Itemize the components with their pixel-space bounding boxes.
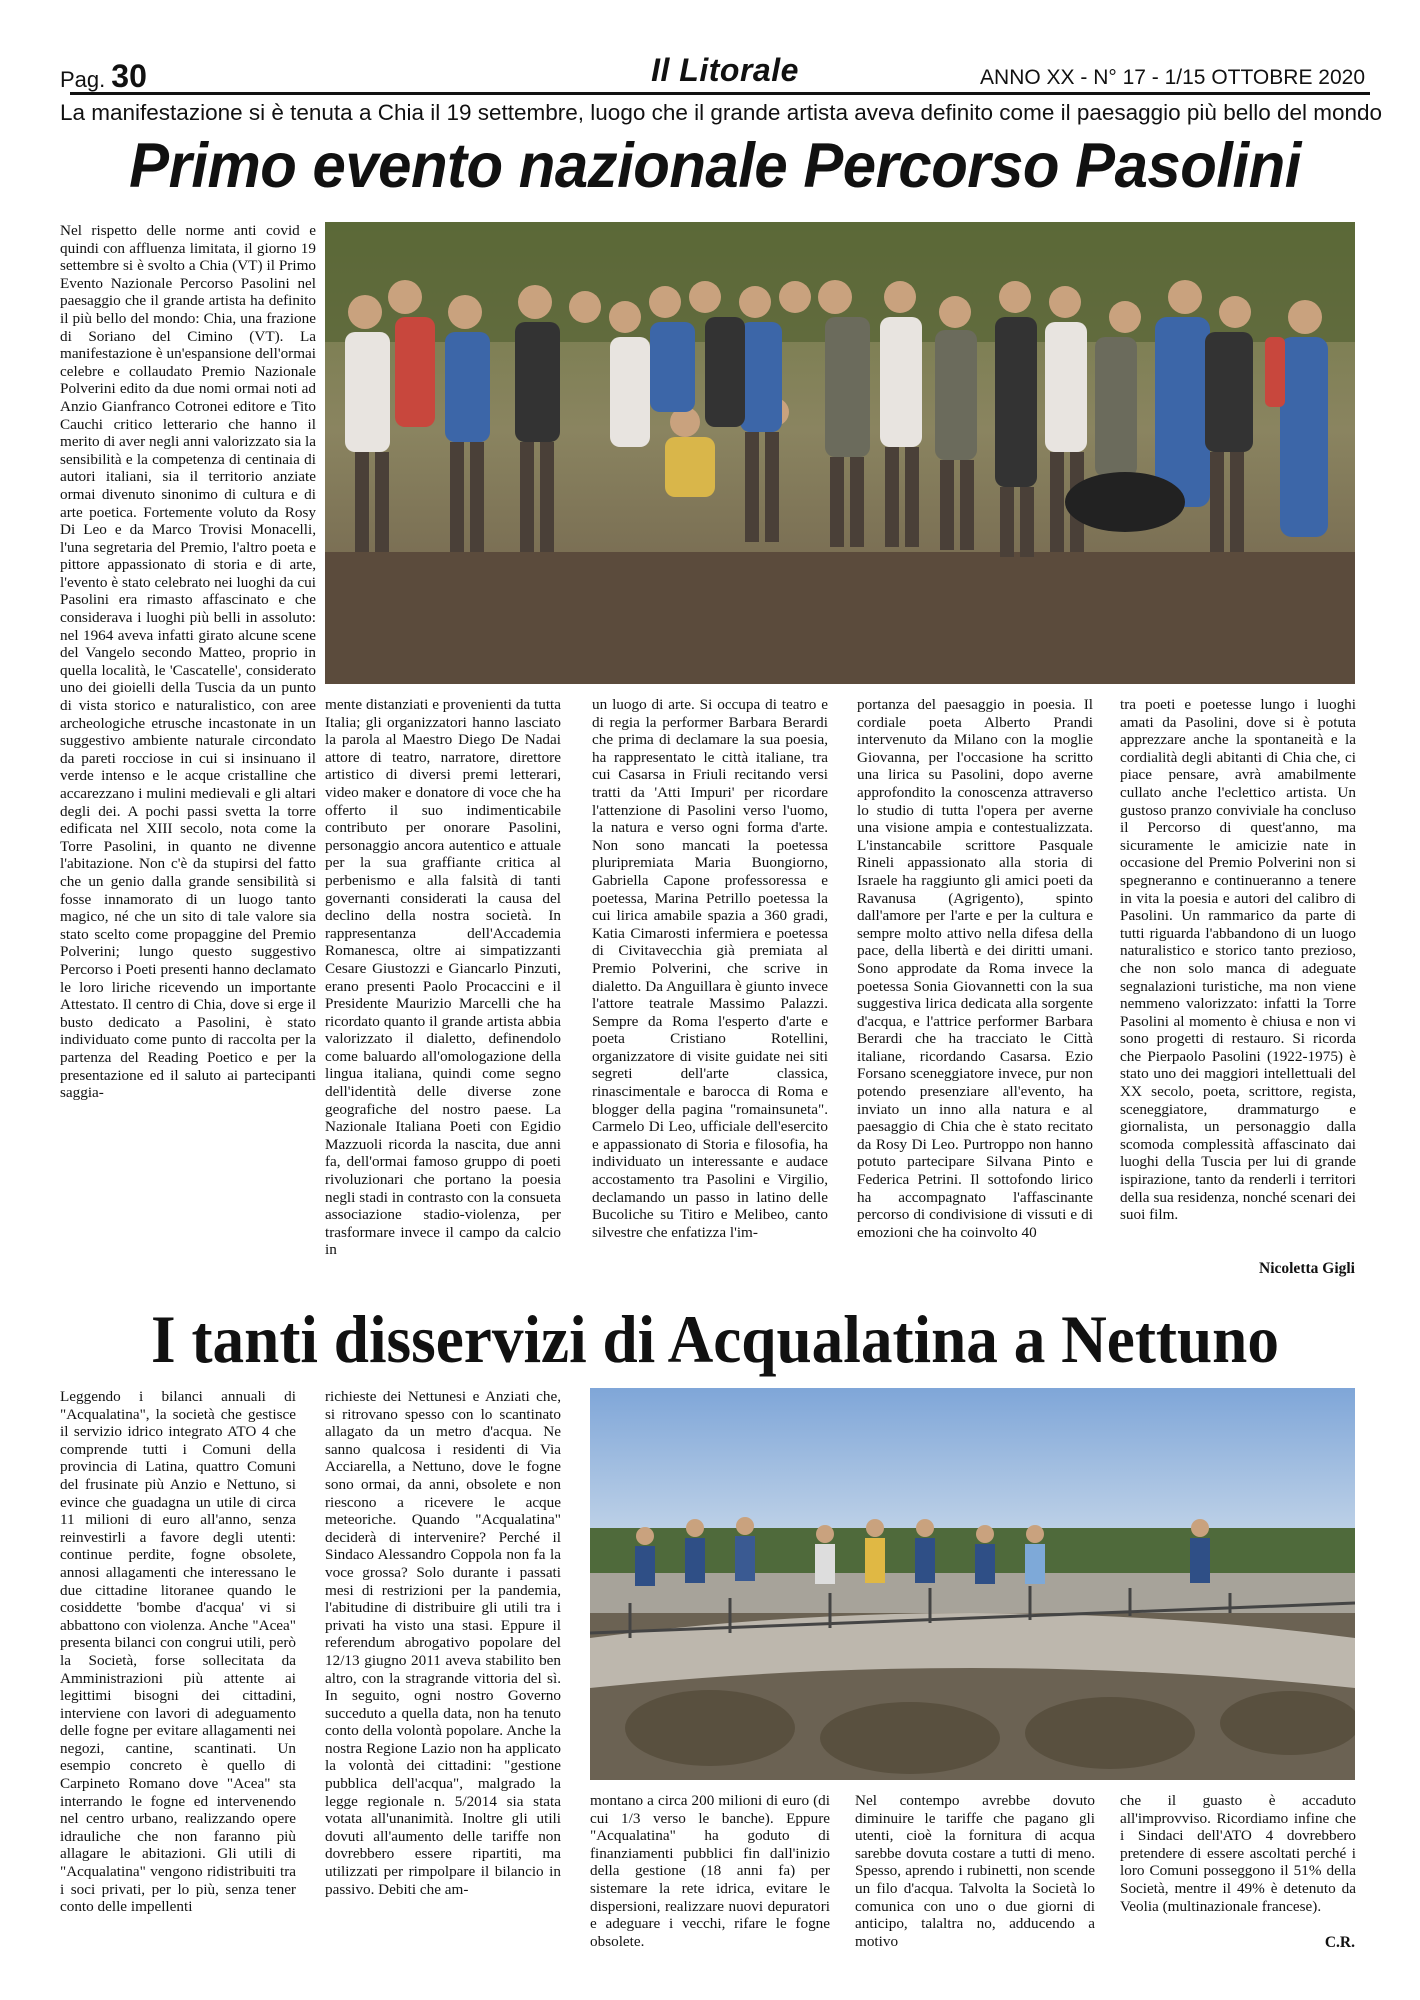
article1-headline: Primo evento nazionale Percorso Pasolini xyxy=(129,131,1301,201)
article2-headline: I tanti disservizi di Acqualatina a Nettuno xyxy=(151,1301,1279,1377)
article1-column-3 xyxy=(592,696,828,1280)
issue-info: ANNO XX - N° 17 - 1/15 OTTOBRE 2020 xyxy=(980,66,1365,89)
water-plant-photo xyxy=(590,1388,1355,1780)
article1-col5-text: tra poeti e poetesse lungo i luoghi amati da Pasolini, dove si è potuta apprezzare anche la spontaneità e la cordialità degli abitanti di Chia che, ci piace pensare, avrà amabilmente cullato anche l'eclettico artista. Un gustoso pranzo conviviale ha concluso il Percorso di quest'anno, ma sicuramente le amicizie nate in occasione del Premio Polverini non si spegneranno e continueranno a tenere in vita la poesia e autori del calibro di Pasolini. Un rammarico da parte di tutti riguarda l'abbandono di un luogo naturalistico e storico tanto prezioso, che non solo manca di adeguate segnalazioni turistiche, ma non viene nemmeno valorizzato: infatti la Torre Pasolini al momento è chiusa e non vi sono progetti di restauro. Si ricorda che Pierpaolo Pasolini (1922-1975) è stato uno dei maggiori intellettuali del XX secolo, poeta, scrittore, regista, sceneggiatore, drammaturgo e giornalista, un personaggio dalla scomoda complessità affascinato dai luoghi della Tuscia per lui di grande ispirazione, tanto da renderli i territori della sua residenza, nonché scenari dei suoi film. xyxy=(1120,696,1356,1224)
article1-column-2 xyxy=(325,696,561,1280)
header-rule xyxy=(70,92,1370,95)
article1-signature: Nicoletta Gigli xyxy=(1259,1260,1355,1277)
article2-col1-text: Leggendo i bilanci annuali di "Acqualatina", la società che gestisce il servizio idrico integrato ATO 4 che comprende tutti i Comuni della provincia di Latina, quattro Comuni del frusinate più Anzio e Nettuno, si evince che guadagna un utile di circa 11 milioni di euro all'anno, senza reinvestirli a favore degli utenti: continue perdite, fogne obsolete, annosi allagamenti che interessano le due cittadine litoranee quando le cosiddette 'bombe d'acqua' vi si abbattono con violenza. Anche "Acea" presenta bilanci con congrui utili, però la Società, forse sollecitata da Amministrazioni più attente ai legittimi bisogni dei cittadini, interviene con lavori di adeguamento delle fogne per evitare allagamenti nei negozi, cantine, scantinati. Un esempio concreto è quello di Carpineto Romano dove "Acea" sta interrando le fogne ed intervenendo nel centro urbano, realizzando opere idrauliche che non faranno più allagare le abitazioni. Gli utili di "Acqualatina" vengono ridistribuiti tra i soci privati, per lo più, senza tener conto delle impellenti xyxy=(60,1388,296,1916)
water-plant-photo-image xyxy=(590,1388,1355,1780)
article1-column-1 xyxy=(60,222,316,1280)
article2-signature: C.R. xyxy=(1324,1934,1355,1951)
article2-col5-text: che il guasto è accaduto all'improvviso. Ricordiamo infine che i Sindaci dell'ATO 4 dovrebbero pretendere di essere ascoltati perché i loro Comuni posseggono il 51% della Società, mentre il 49% è detenuto da Veolia (multinazionale francese). xyxy=(1120,1792,1356,1915)
article2-column-2 xyxy=(325,1388,561,1956)
page-number-value: 30 xyxy=(111,58,147,94)
article1-kicker: La manifestazione si è tenuta a Chia il 19 settembre, luogo che il grande artista aveva definito come il paesaggio più bello del mondo xyxy=(60,100,1383,125)
article2-col2-text: richieste dei Nettunesi e Anziati che, si ritrovano spesso con lo scantinato allagato da un metro d'acqua. Ne sanno qualcosa i residenti di Via Acciarella, a Nettuno, dove le fogne sono ormai, da anni, obsolete e non riescono a ricevere le acque meteoriche. Quando "Acqualatina" deciderà di intervenire? Perché il Sindaco Alessandro Coppola non fa la voce grossa? Solo durante i passati mesi di restrizioni per la pandemia, l'abitudine di distribuire gli utili tra i privati ha visto una stasi. Eppure il referendum abrogativo popolare del 12/13 giugno 2011 aveva stabilito ben altro, con la stragrande vittoria del sì. In seguito, ogni nostro Governo succeduto a quella data, non ha tenuto conto della volontà popolare. Anche la nostra Regione Lazio non ha applicato la volontà dei cittadini: "gestione pubblica dell'acqua", malgrado la legge regionale n. 5/2014 sia stata votata all'unanimità. Inoltre gli utili dovuti all'aumento delle tariffe non dovrebbero essere ripartiti, ma utilizzati per rimpolpare il bilancio in passivo. Debiti che am- xyxy=(325,1388,561,1898)
article2-column-3 xyxy=(590,1792,830,1956)
article1-col4-text: portanza del paesaggio in poesia. Il cordiale poeta Alberto Prandi intervenuto da Milano con la moglie Giovanna, per l'occasione ha scritto una lirica su Pasolini, dopo averne approfondito la conoscenza attraverso lo studio di tutta l'opera per averne una visione ampia e contestualizzata. L'instancabile scrittore Pasquale Rineli appassionato alla storia di Israele ha raggiunto gli amici poeti da Ravanusa (Agrigento), spinto dall'amore per l'arte e per la cultura e sempre molto attivo nella difesa della pace, della libertà e dei diritti umani. Sono approdate da Roma invece la poetessa Sonia Giovannetti con la sua suggestiva lirica dedicata alla sorgente d'acqua, e l'attrice performer Barbara Berardi che ha tracciato le Città italiane, ricordando Casarsa. Ezio Forsano sceneggiatore invece, pur non potendo presenziare all'evento, ha inviato un inno alla natura e al paesaggio di Chia che è stato recitato da Rosy Di Leo. Purtroppo non hanno potuto partecipare Silvana Pinto e Federica Petrini. Il sottofondo lirico ha accompagnato l'affascinante percorso di condivisione di vissuti e di emozioni che ha coinvolto 40 xyxy=(857,696,1093,1241)
group-photo-image xyxy=(325,222,1355,684)
masthead: Il Litorale xyxy=(651,52,799,88)
article1-col1-text: Nel rispetto delle norme anti covid e quindi con affluenza limitata, il giorno 19 settembre si è svolto a Chia (VT) il Primo Evento Nazionale Percorso Pasolini nel paesaggio che il grande artista ha definito il più bello del mondo: Chia, una frazione di Soriano del Cimino (VT). La manifestazione è un'espansione dell'ormai celebre e collaudato Premio Nazionale Polverini edito da due nomi ormai noti ad Anzio Gianfranco Cotronei editore e Tito Cauchi critico letterario che hanno il merito di aver negli anni valorizzato sia la sensibilità e la competenza di centinaia di autori italiani, sia il territorio anziate ormai divenuto sinonimo di cultura e di arte poetica. Fortemente voluto da Rosy Di Leo e da Marco Trovisi Monacelli, l'una segretaria del Premio, l'altro poeta e pittore appassionato di storia e di arte, l'evento è stato celebrato nei luoghi da cui Pasolini era rimasto affascinato e che considerava i luoghi più belli in assoluto: nel 1964 aveva infatti girato alcune scene del Vangelo secondo Matteo, proprio in quella località, le 'Cascatelle', considerato uno dei gioielli della Tuscia da un punto di vista storico e naturalistico, con aree archeologiche etrusche incastonate in un suggestivo ambiente naturale circondato da pareti rocciose in cui si insinuano il verde intenso e le acque cristalline che accarezzano i mulini medievali e gli altari degli dei. A pochi passi svetta la torre edificata nel XIII secolo, nota come la Torre Pasolini, in quanto ne divenne l'abitazione. Non c'è da stupirsi del fatto che un genio dalla grande sensibilità si fosse innamorato di un luogo tanto magico, né che un sito di tale valore sia stato scelto come propaggine del Premio Polverini; lungo questo suggestivo Percorso i Poeti presenti hanno declamato le loro liriche ricevendo un importante Attestato. Il centro di Chia, dove si erge il busto dedicato a Pasolini, è stato individuato come punto di raccolta per la partenza del Reading Poetico e per la presentazione ed il saluto ai partecipanti saggia- xyxy=(60,222,316,1102)
page-number xyxy=(60,58,147,95)
article1-col3-text: un luogo di arte. Si occupa di teatro e di regia la performer Barbara Berardi che prima di declamare la sua poesia, ha rappresentato le città italiane, tra cui Casarsa in Friuli recitando versi tratti da 'Atti Impuri' per ricordare l'attenzione di Pasolini verso l'uomo, la natura e verso ogni forma d'arte. Non sono mancati la poetessa pluripremiata Maria Buongiorno, Gabriella Capone professoressa e poetessa, Marina Petrillo poetessa la cui lirica amabile spazia a 360 gradi, Katia Cimarosti infermiera e poetessa di Civitavecchia già premiata al Premio Polverini, che scrive in dialetto. Da Anguillara è giunto invece l'attore teatrale Massimo Palazzi. Sempre da Roma l'esperto d'arte e poeta Cristiano Rotellini, organizzatore di visite guidate nei siti segreti dell'arte classica, rinascimentale e barocca di Roma e blogger della pagina "romainsuneta". Carmelo Di Leo, ufficiale dell'esercito e appassionato di Storia e filosofia, ha individuato un interessante e audace accostamento tra Pasolini e Virgilio, declamando un passo in latino delle Bucoliche su Titiro e Melibeo, canto silvestre che enfatizza l'im- xyxy=(592,696,828,1241)
article1-column-4 xyxy=(857,696,1093,1280)
article2-column-4 xyxy=(855,1792,1095,1956)
article2-col4-text: Nel contempo avrebbe dovuto diminuire le tariffe che pagano gli utenti, cioè la fornitura di acqua sarebbe dovuta costare a tutti di meno. Spesso, aprendo i rubinetti, non scende un filo d'acqua. Talvolta la Società lo comunica con uno o due giorni di anticipo, talaltra no, adducendo a motivo xyxy=(855,1792,1095,1950)
article2-col3-text: montano a circa 200 milioni di euro (di cui 1/3 verso le banche). Eppure "Acqualatina" ha goduto di finanziamenti pubblici fin dall'inizio della gestione (18 anni fa) per sistemare la rete idrica, evitare le dispersioni, realizzare nuovi depuratori e adeguare i vecchi, rifare le fogne obsolete. xyxy=(590,1792,830,1950)
article2-column-1 xyxy=(60,1388,296,1956)
page-label: Pag. xyxy=(60,67,106,92)
group-photo xyxy=(325,222,1355,684)
article2-column-5 xyxy=(1120,1792,1356,1932)
article1-column-5 xyxy=(1120,696,1356,1258)
article1-col2-text: mente distanziati e provenienti da tutta Italia; gli organizzatori hanno lasciato la parola al Maestro Diego De Nadai attore di teatro, narratore, direttore artistico di diversi premi letterari, video maker e donatore di voce che ha offerto il suo indimenticabile contributo per onorare Pasolini, personaggio ancora autentico e attuale per la sua graffiante critica al perbenismo e alla falsità di tanti governanti considerati la causa del declino della nostra società. In rappresentanza dell'Accademia Romanesca, oltre ai simpatizzanti Cesare Giustozzi e Giancarlo Pinzuti, erano presenti Paolo Procaccini e il Presidente Maurizio Marcelli che ha ricordato quanto il grande artista abbia valorizzato il dialetto, definendolo come baluardo all'omologazione della lingua italiana, quindi come segno dell'identità delle diverse zone geografiche del nostro paese. La Nazionale Italiana Poeti con Egidio Mazzuoli ricorda la nascita, due anni fa, dell'ormai famoso gruppo di poeti rivoluzionari che portano la poesia negli stadi in contrasto con la consueta associazione stadio-violenza, per trasformare invece il campo da calcio in xyxy=(325,696,561,1259)
